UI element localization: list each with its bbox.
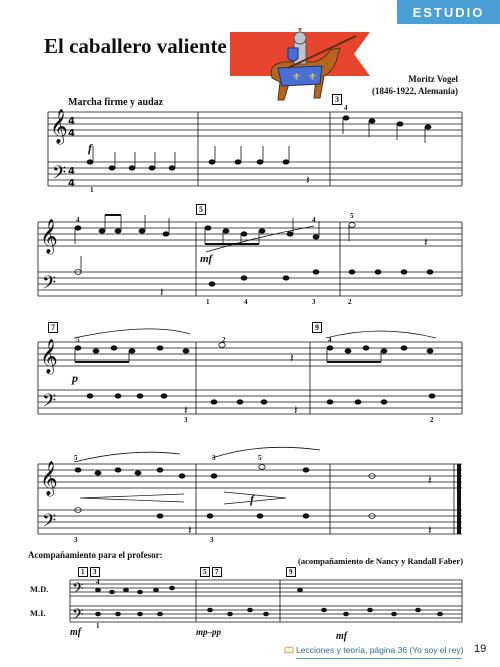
lesson-reference: Lecciones y teoría, página 36 (Yo soy el rey) <box>296 645 464 655</box>
svg-text:𝄞: 𝄞 <box>50 109 68 144</box>
piece-title: El caballero valiente <box>44 34 227 58</box>
fingering: 1 <box>90 186 94 194</box>
svg-text:4: 4 <box>68 128 75 139</box>
accomp-box-5: 5 <box>200 567 210 577</box>
section-tab: ESTUDIO <box>397 0 500 24</box>
notes-system-2 <box>75 215 433 286</box>
svg-text:𝄽: 𝄽 <box>290 351 294 365</box>
accompaniment-label: Acompañamiento para el profesor: <box>28 550 163 560</box>
svg-text:𝄞: 𝄞 <box>40 219 58 254</box>
dynamic-f-2: f <box>250 492 254 506</box>
accomp-box-7: 7 <box>212 567 222 577</box>
svg-text:𝄽: 𝄽 <box>188 523 192 537</box>
fingering: 4 <box>96 578 100 586</box>
dynamic-mf-1: mf <box>200 253 213 265</box>
dynamic-mf-2: mf <box>70 627 82 638</box>
fingering: 1 <box>96 622 100 630</box>
fingering: 4 <box>328 336 332 344</box>
measure-box-7: 7 <box>48 322 58 333</box>
svg-text:𝄢: 𝄢 <box>42 511 57 536</box>
svg-text:𝄽: 𝄽 <box>428 473 432 487</box>
svg-text:4: 4 <box>68 116 75 127</box>
notes-system-3 <box>75 343 435 405</box>
dynamic-f-1: f <box>88 141 92 155</box>
svg-text:𝄢: 𝄢 <box>72 606 84 627</box>
fingering: 4 <box>244 298 248 306</box>
svg-text:𝄢: 𝄢 <box>42 273 57 298</box>
svg-text:𝄽: 𝄽 <box>294 403 298 417</box>
fingering: 3 <box>74 536 78 544</box>
composer-dates: (1846-1922, Alemania) <box>372 86 458 96</box>
dynamic-mp-pp: mp–pp <box>196 627 222 637</box>
fingering: 3 <box>212 454 216 462</box>
fingering: 5 <box>74 454 78 462</box>
svg-text:⚜: ⚜ <box>308 72 317 83</box>
svg-text:𝄽: 𝄽 <box>160 285 164 299</box>
fingering: 4 <box>344 104 348 112</box>
fingering: 3 <box>210 536 214 544</box>
fingering: 5 <box>258 454 262 462</box>
fingering: 4 <box>312 216 316 224</box>
system-3 <box>38 342 462 414</box>
fingering: 2 <box>430 416 434 424</box>
fingering: 2 <box>348 298 352 306</box>
measure-box-5: 5 <box>196 204 206 215</box>
svg-text:𝄽: 𝄽 <box>184 403 188 417</box>
svg-text:4: 4 <box>68 166 75 177</box>
svg-text:4: 4 <box>68 178 75 189</box>
svg-text:𝄽: 𝄽 <box>424 235 428 249</box>
fingering: 2 <box>222 336 226 344</box>
tempo-marking: Marcha firme y audaz <box>68 97 164 108</box>
notes-accompaniment <box>96 586 443 616</box>
accomp-box-3: 3 <box>90 567 100 577</box>
accomp-box-1: 1 <box>78 567 88 577</box>
footer-rule <box>296 658 462 659</box>
svg-text:𝄢: 𝄢 <box>52 163 67 188</box>
measure-box-9: 9 <box>312 322 322 333</box>
composer-name: Moritz Vogel <box>408 74 458 84</box>
arranger-credit: (acompañamiento de Nancy y Randall Faber) <box>298 556 464 566</box>
fingering: 4 <box>76 216 80 224</box>
lower-staff-label: M.I. <box>30 608 46 618</box>
svg-text:𝄽: 𝄽 <box>306 173 310 187</box>
fingering: 3 <box>312 298 316 306</box>
fingering: 3 <box>184 416 188 424</box>
fingering: 5 <box>76 336 80 344</box>
fingering: 5 <box>350 212 354 220</box>
fingering: 1 <box>206 298 210 306</box>
svg-text:𝄞: 𝄞 <box>40 461 58 496</box>
svg-text:⚜: ⚜ <box>292 72 301 83</box>
svg-text:𝄢: 𝄢 <box>72 580 84 601</box>
page-number: 19 <box>474 643 487 655</box>
book-icon <box>284 646 294 654</box>
svg-text:𝄽: 𝄽 <box>428 523 432 537</box>
svg-text:𝄞: 𝄞 <box>40 339 58 374</box>
dynamic-p: p <box>72 371 78 385</box>
measure-box-3: 3 <box>332 94 342 105</box>
upper-staff-label: M.D. <box>30 584 49 594</box>
dynamic-mf-3: mf <box>336 631 348 642</box>
svg-text:𝄢: 𝄢 <box>42 391 57 416</box>
accomp-box-9: 9 <box>286 567 296 577</box>
